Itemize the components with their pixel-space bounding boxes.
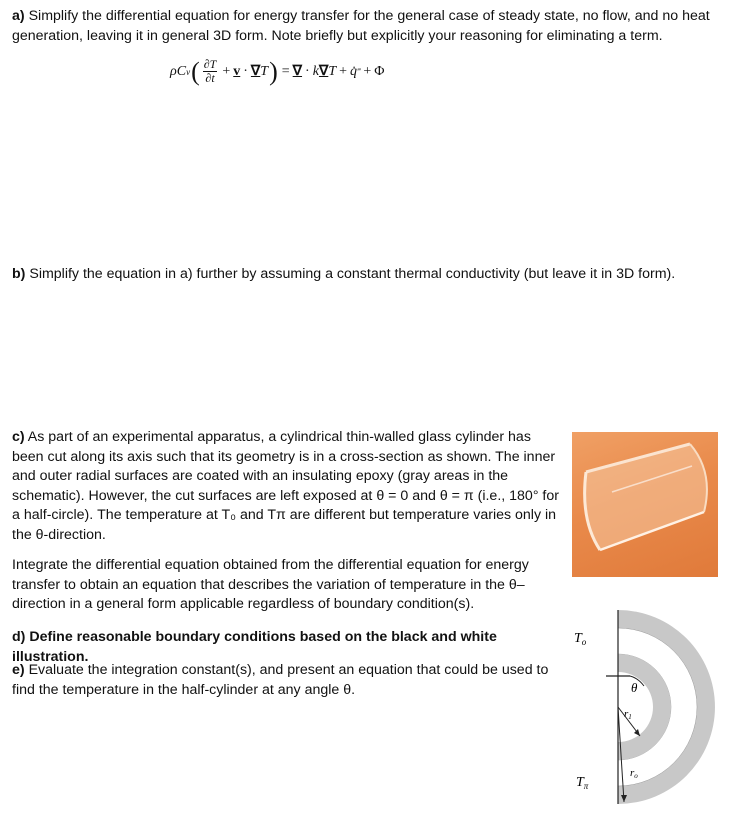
eq-nabla-1: ∇: [250, 64, 261, 79]
eq-dot-1: ·: [243, 63, 248, 79]
eq-plus-1: +: [222, 63, 231, 79]
part-a-label: a): [12, 8, 25, 24]
label-r1: r1: [624, 708, 632, 721]
glass-half-cylinder-image: [572, 432, 718, 577]
eq-v-vec: v: [233, 63, 241, 79]
eq-phi: Φ: [374, 63, 385, 79]
eq-paren-close: ): [269, 56, 278, 86]
eq-rho-c: ρC: [170, 63, 187, 79]
part-c-label: c): [12, 429, 25, 445]
eq-dt: ∂t: [205, 71, 215, 85]
label-ro: ro: [630, 767, 638, 780]
eq-dT: ∂T: [203, 57, 217, 71]
part-c-body: As part of an experimental apparatus, a cylindrical thin-walled glass cylinder has been cut along its axis such that its geometry is in a cross-section as shown. The inner and outer radial surfaces are coated with an insulating epoxy (gray areas in the schematic). However, the cut surfaces are left exposed at θ = 0 and θ = π (i.e., 180° for a half-circle). The temperature at T₀ and Tπ are different but temperature varies only in the θ-direction.: [12, 429, 559, 543]
part-e-label: e): [12, 662, 25, 678]
part-a-body: Simplify the differential equation for energy transfer for the general case of steady state, no flow, and no heat generation, leaving it in general 3D form. Note briefly but explicitly your reasoning for eliminating a term.: [12, 8, 710, 44]
part-b-label: b): [12, 266, 26, 282]
eq-sub-v: v: [186, 66, 191, 77]
eq-plus-3: +: [363, 63, 372, 79]
eq-paren-open: (: [191, 56, 200, 86]
part-b-text: [12, 265, 717, 285]
glass-half-cylinder-photo: [572, 432, 718, 577]
eq-nabla-2: ∇: [292, 64, 303, 79]
eq-dT-dt: [203, 58, 218, 85]
part-b-body: Simplify the equation in a) further by assuming a constant thermal conductivity (but leave it in 3D form).: [29, 266, 676, 282]
eq-q-gen: q̇: [350, 63, 358, 79]
part-c-text-2: Integrate the differential equation obtained from the differential equation for energy transfer to obtain an equation that describes the variation of temperature in the θ–direction in a general form applicable regardless of boundary condition(s).: [12, 557, 529, 612]
eq-dot-2: ·: [305, 63, 310, 79]
label-theta: θ: [631, 680, 638, 695]
eq-nabla-3: ∇: [318, 64, 329, 79]
half-cylinder-schematic: [568, 610, 718, 810]
label-Tpi: $T_\pi$: [576, 775, 589, 791]
label-T0: $T_o$: [574, 631, 587, 647]
part-d-body: Define reasonable boundary conditions based on the black and white illustration.: [12, 629, 497, 665]
eq-k: k: [312, 63, 319, 79]
energy-equation: [170, 58, 385, 85]
part-e-text: [12, 661, 560, 700]
part-a-text: [12, 7, 717, 46]
eq-equals: =: [281, 63, 290, 79]
part-e-body: Evaluate the integration constant(s), and present an equation that could be used to find the temperature in the half-cylinder at any angle θ.: [12, 662, 549, 698]
part-c-text: [12, 428, 560, 545]
eq-T-2: T: [328, 63, 337, 79]
schematic-drawing: [568, 610, 718, 810]
eq-T-1: T: [260, 63, 269, 79]
eq-q-primes: ‴: [357, 67, 361, 76]
part-d-label: d): [12, 629, 26, 645]
eq-plus-2: +: [339, 63, 348, 79]
